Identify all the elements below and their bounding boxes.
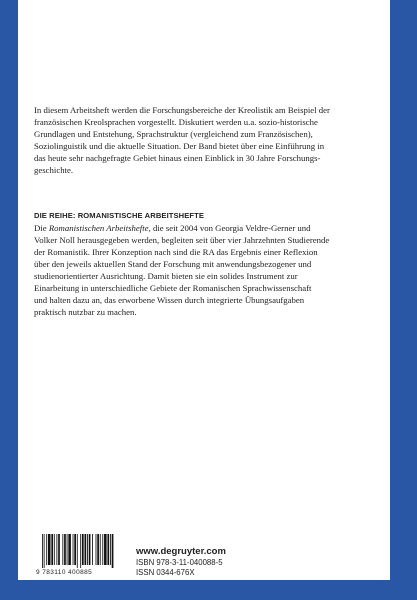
barcode-bar — [96, 534, 97, 565]
back-cover-panel — [18, 0, 390, 580]
barcode-bar — [77, 534, 78, 568]
blurb-line: französischen Kreolsprachen vorgestellt. Diskutiert werden u.a. sozio-historische — [34, 117, 318, 127]
series-line: studienorientierter Ausrichtung. Damit bieten sie ein solides Instrument zur — [34, 271, 298, 281]
series-line-suffix: , die seit 2004 von Georgia Veldre-Gerner und — [148, 223, 311, 233]
barcode-bar — [58, 534, 60, 565]
barcode-bar — [110, 534, 111, 565]
barcode-bar — [73, 534, 74, 565]
series-line — [34, 222, 374, 234]
barcode-bar — [44, 534, 45, 568]
barcode-bar — [104, 534, 107, 565]
issn-number: ISSN 0344-676X — [136, 568, 195, 577]
series-line: und halten dazu an, das erworbene Wissen durch integrierte Übungsaufgaben — [34, 295, 305, 305]
barcode-bar — [92, 534, 93, 565]
barcode-digits: 9 783110 400885 — [36, 569, 93, 576]
barcode-bar — [82, 534, 84, 565]
barcode-bar — [112, 534, 114, 568]
series-line: Einarbeitung in unterschiedliche Gebiete der Romanischen Sprachwissenschaft — [34, 283, 312, 293]
barcode-bar — [42, 534, 43, 568]
series-line: praktisch nutzbar zu machen. — [34, 307, 137, 317]
barcode-bar — [56, 534, 57, 565]
series-line: Volker Noll herausgegeben werden, begleiten seit über vier Jahrzehnten Studierende — [34, 235, 330, 245]
barcode-bar — [89, 534, 91, 565]
barcode-bar — [68, 534, 71, 565]
blurb-line: das heute sehr nachgefragte Gebiet hinaus einen Einblick in 30 Jahre Forschungs- — [34, 153, 321, 163]
isbn-barcode — [36, 534, 132, 578]
blurb-line: geschichte. — [34, 165, 74, 175]
barcode-bar — [100, 534, 101, 565]
barcode-bar — [107, 534, 109, 565]
publisher-website: www.degruyter.com — [136, 546, 226, 557]
publisher-info — [136, 546, 226, 578]
barcode-bar — [102, 534, 103, 565]
barcode-bar — [87, 534, 88, 565]
series-description — [34, 210, 374, 318]
barcode-bar — [51, 534, 53, 565]
barcode-bars — [36, 534, 132, 568]
barcode-bar — [67, 534, 68, 565]
barcode-bar — [54, 534, 55, 565]
blurb-line: Soziolinguistik und die aktuelle Situation. Der Band bietet über eine Einführung in — [34, 141, 325, 151]
barcode-bar — [48, 534, 51, 565]
barcode-bar — [97, 534, 99, 565]
book-blurb — [34, 104, 374, 176]
blurb-line: In diesem Arbeitsheft werden die Forschungsbereiche der Kreolistik am Beispiel der — [34, 105, 330, 115]
series-line: über den jeweils aktuellen Stand der Forschung mit anwendungsbezogener und — [34, 259, 312, 269]
series-heading: DIE REIHE: ROMANISTISCHE ARBEITSHEFTE — [34, 211, 205, 220]
barcode-bar — [74, 534, 76, 565]
series-title-italic: Romanistischen Arbeitshefte — [48, 223, 149, 233]
isbn-number: ISBN 978-3-11-040088-5 — [136, 558, 223, 567]
barcode-bar — [62, 534, 63, 565]
barcode-bar — [64, 534, 66, 565]
series-line: der Romanistik. Ihrer Konzeption nach sind die RA das Ergebnis einer Reflexion — [34, 247, 318, 257]
blurb-line: Grundlagen und Entstehung, Sprachstruktur (vergleichend zum Französischen), — [34, 129, 313, 139]
barcode-bar — [85, 534, 87, 565]
series-line-prefix: Die — [34, 223, 49, 233]
barcode-bar — [46, 534, 47, 565]
barcode-bar — [80, 534, 81, 568]
